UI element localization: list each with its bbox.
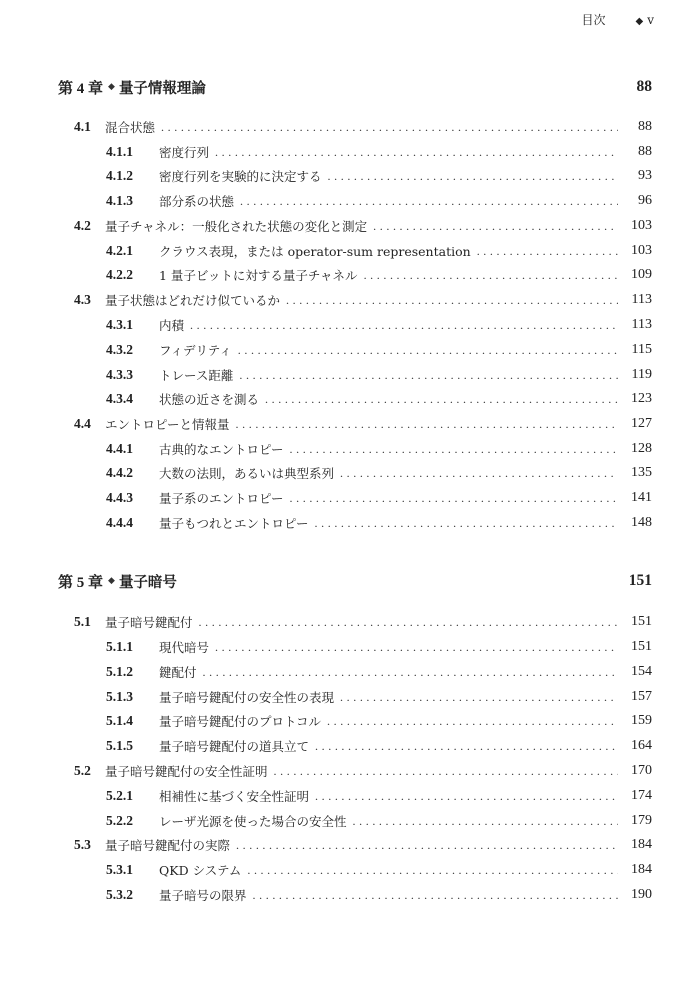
diamond-icon: ◆ [108,576,115,586]
page-number: 109 [631,267,652,282]
section-title: 密度行列 [159,145,210,160]
toc-entry[interactable] [106,487,652,509]
section-number: 4.3.2 [106,342,133,357]
diamond-icon: ◆ [635,15,644,27]
section-title: 量子チャネル：一般化された状態の変化と測定 [105,219,368,234]
page-number: 157 [631,689,652,704]
page-number: 170 [631,763,652,778]
chapter-label: 第 4 章 [58,80,104,97]
leader-dots [477,244,618,259]
section-number: 5.1 [74,614,91,629]
leader-dots [203,665,618,680]
section-number: 4.3.3 [106,367,133,382]
section-number: 4.2 [74,218,91,233]
section-number: 5.1.3 [106,689,133,704]
toc-entry[interactable] [74,760,652,782]
leader-dots [290,442,618,457]
leader-dots [236,417,618,432]
section-title: 現代暗号 [159,640,210,655]
running-head [582,11,655,28]
section-number: 4.2.2 [106,267,133,282]
section-title: 相補性に基づく安全性証明 [159,789,310,804]
page-number: 103 [631,218,652,233]
toc-entry[interactable] [106,314,652,336]
section-number: 4.1.1 [106,144,133,159]
section-number: 4.4 [74,416,91,431]
leader-dots [238,343,618,358]
leader-dots [190,318,618,333]
section-title: 量子系のエントロピー [159,491,284,506]
leader-dots [253,888,618,903]
section-title: トレース距離 [159,368,234,383]
toc-entry[interactable] [74,834,652,856]
section-title: 量子暗号鍵配付の安全性証明 [105,764,268,779]
section-title: 鍵配付 [159,665,197,680]
leader-dots [315,739,618,754]
leader-dots [239,368,618,383]
section-title: 部分系の状態 [159,194,235,209]
section-number: 5.1.1 [106,639,133,654]
page-number: 184 [631,862,652,877]
chapter-heading[interactable] [58,74,652,100]
leader-dots [315,516,618,531]
page-number: 128 [631,441,652,456]
page-number: 88 [638,144,652,159]
chapter-page: 88 [636,78,652,95]
running-head-title: 目次 [581,13,606,27]
toc-entry[interactable] [106,165,652,187]
leader-dots [373,219,618,234]
page-number: 179 [631,813,652,828]
toc-entry[interactable] [74,116,652,138]
page-number: 96 [638,193,652,208]
leader-dots [328,169,618,184]
leader-dots [327,714,618,729]
section-number: 5.2 [74,763,91,778]
toc-entry[interactable] [106,810,652,832]
leader-dots [161,120,618,135]
chapter-page: 151 [628,572,652,589]
page-number: 88 [638,119,652,134]
section-title: 状態の近さを測る [159,392,260,407]
page-number: 141 [631,490,652,505]
page-number: 159 [631,713,652,728]
toc-entry[interactable] [106,339,652,361]
toc-entry[interactable] [74,611,652,633]
section-number: 5.2.2 [106,813,133,828]
page-number: 115 [631,342,652,357]
leader-dots [315,789,618,804]
toc-entry[interactable] [106,785,652,807]
leader-dots [265,392,618,407]
section-number: 5.3 [74,837,91,852]
section-title: 量子暗号鍵配付の道具立て [159,739,310,754]
page-number: 127 [631,416,652,431]
section-number: 4.4.4 [106,515,133,530]
section-number: 5.1.4 [106,713,133,728]
toc-entry[interactable] [106,686,652,708]
page-number: 135 [631,465,652,480]
leader-dots [340,690,618,705]
section-number: 4.3 [74,292,91,307]
leader-dots [290,491,618,506]
page-number: 184 [631,837,652,852]
page-number: 164 [631,738,652,753]
toc-entry[interactable] [106,735,652,757]
page-number: 103 [631,243,652,258]
toc-entry[interactable] [106,710,652,732]
running-head-page: v [647,12,654,27]
page-number: 151 [631,614,652,629]
leader-dots [353,814,618,829]
section-title: QKD システム [159,863,242,878]
toc-entry[interactable] [106,240,652,262]
leader-dots [247,863,618,878]
chapter-label: 第 5 章 [58,574,104,591]
leader-dots [274,764,618,779]
page-number: 119 [631,367,652,382]
toc-entry[interactable] [106,512,652,534]
chapter-title: 量子暗号 [118,574,177,591]
leader-dots [199,615,618,630]
page-number: 93 [638,168,652,183]
chapter-heading[interactable] [58,568,652,594]
section-number: 4.3.1 [106,317,133,332]
section-number: 4.3.4 [106,391,133,406]
section-number: 5.3.2 [106,887,133,902]
page-number: 151 [631,639,652,654]
toc-entry[interactable] [106,388,652,410]
toc-entry[interactable] [74,413,652,435]
leader-dots [240,194,618,209]
section-number: 5.1.5 [106,738,133,753]
toc-entry[interactable] [74,215,652,237]
page-number: 123 [631,391,652,406]
section-title: 量子暗号鍵配付のプロトコル [159,714,322,729]
section-title: 密度行列を実験的に決定する [159,169,322,184]
section-title: 大数の法則，あるいは典型系列 [159,466,335,481]
section-number: 4.4.2 [106,465,133,480]
toc-entry[interactable] [106,364,652,386]
section-title: 量子暗号鍵配付の実際 [105,838,231,853]
leader-dots [286,293,618,308]
leader-dots [340,466,618,481]
leader-dots [364,268,618,283]
section-title: エントロピーと情報量 [105,417,230,432]
section-title: 量子暗号鍵配付 [105,615,193,630]
toc-entry[interactable] [106,462,652,484]
section-title: 1 量子ビットに対する量子チャネル [159,268,358,283]
section-title: 量子もつれとエントロピー [159,516,309,531]
section-number: 5.1.2 [106,664,133,679]
section-title: 混合状態 [105,120,156,135]
section-number: 4.4.3 [106,490,133,505]
toc-entry[interactable] [106,264,652,286]
section-title: 量子暗号鍵配付の安全性の表現 [159,690,335,705]
section-title: クラウス表現，または operator-sum representation [159,244,471,259]
toc-entry[interactable] [106,859,652,881]
toc-entry[interactable] [74,289,652,311]
running-head-page-group [636,13,654,27]
toc-entry[interactable] [106,438,652,460]
diamond-icon: ◆ [108,82,115,92]
section-title: 量子暗号の限界 [159,888,247,903]
toc-entry[interactable] [106,190,652,212]
section-title: 内積 [159,318,185,333]
leader-dots [215,640,618,655]
section-number: 5.3.1 [106,862,133,877]
chapter-title: 量子情報理論 [118,80,206,97]
section-number: 4.2.1 [106,243,133,258]
toc-entry[interactable] [106,884,652,906]
toc-entry[interactable] [106,661,652,683]
section-number: 5.2.1 [106,788,133,803]
page-number: 174 [631,788,652,803]
section-title: 古典的なエントロピー [159,442,284,457]
section-number: 4.1.3 [106,193,133,208]
leader-dots [215,145,618,160]
page-number: 154 [631,664,652,679]
page-number: 148 [631,515,652,530]
section-number: 4.1.2 [106,168,133,183]
section-title: フィデリティ [159,343,232,358]
section-title: レーザ光源を使った場合の安全性 [159,814,347,829]
page-number: 113 [631,292,652,307]
leader-dots [236,838,618,853]
page-number: 113 [631,317,652,332]
section-title: 量子状態はどれだけ似ているか [105,293,281,308]
toc-entry[interactable] [106,141,652,163]
section-number: 4.1 [74,119,91,134]
page-number: 190 [631,887,652,902]
toc-entry[interactable] [106,636,652,658]
section-number: 4.4.1 [106,441,133,456]
